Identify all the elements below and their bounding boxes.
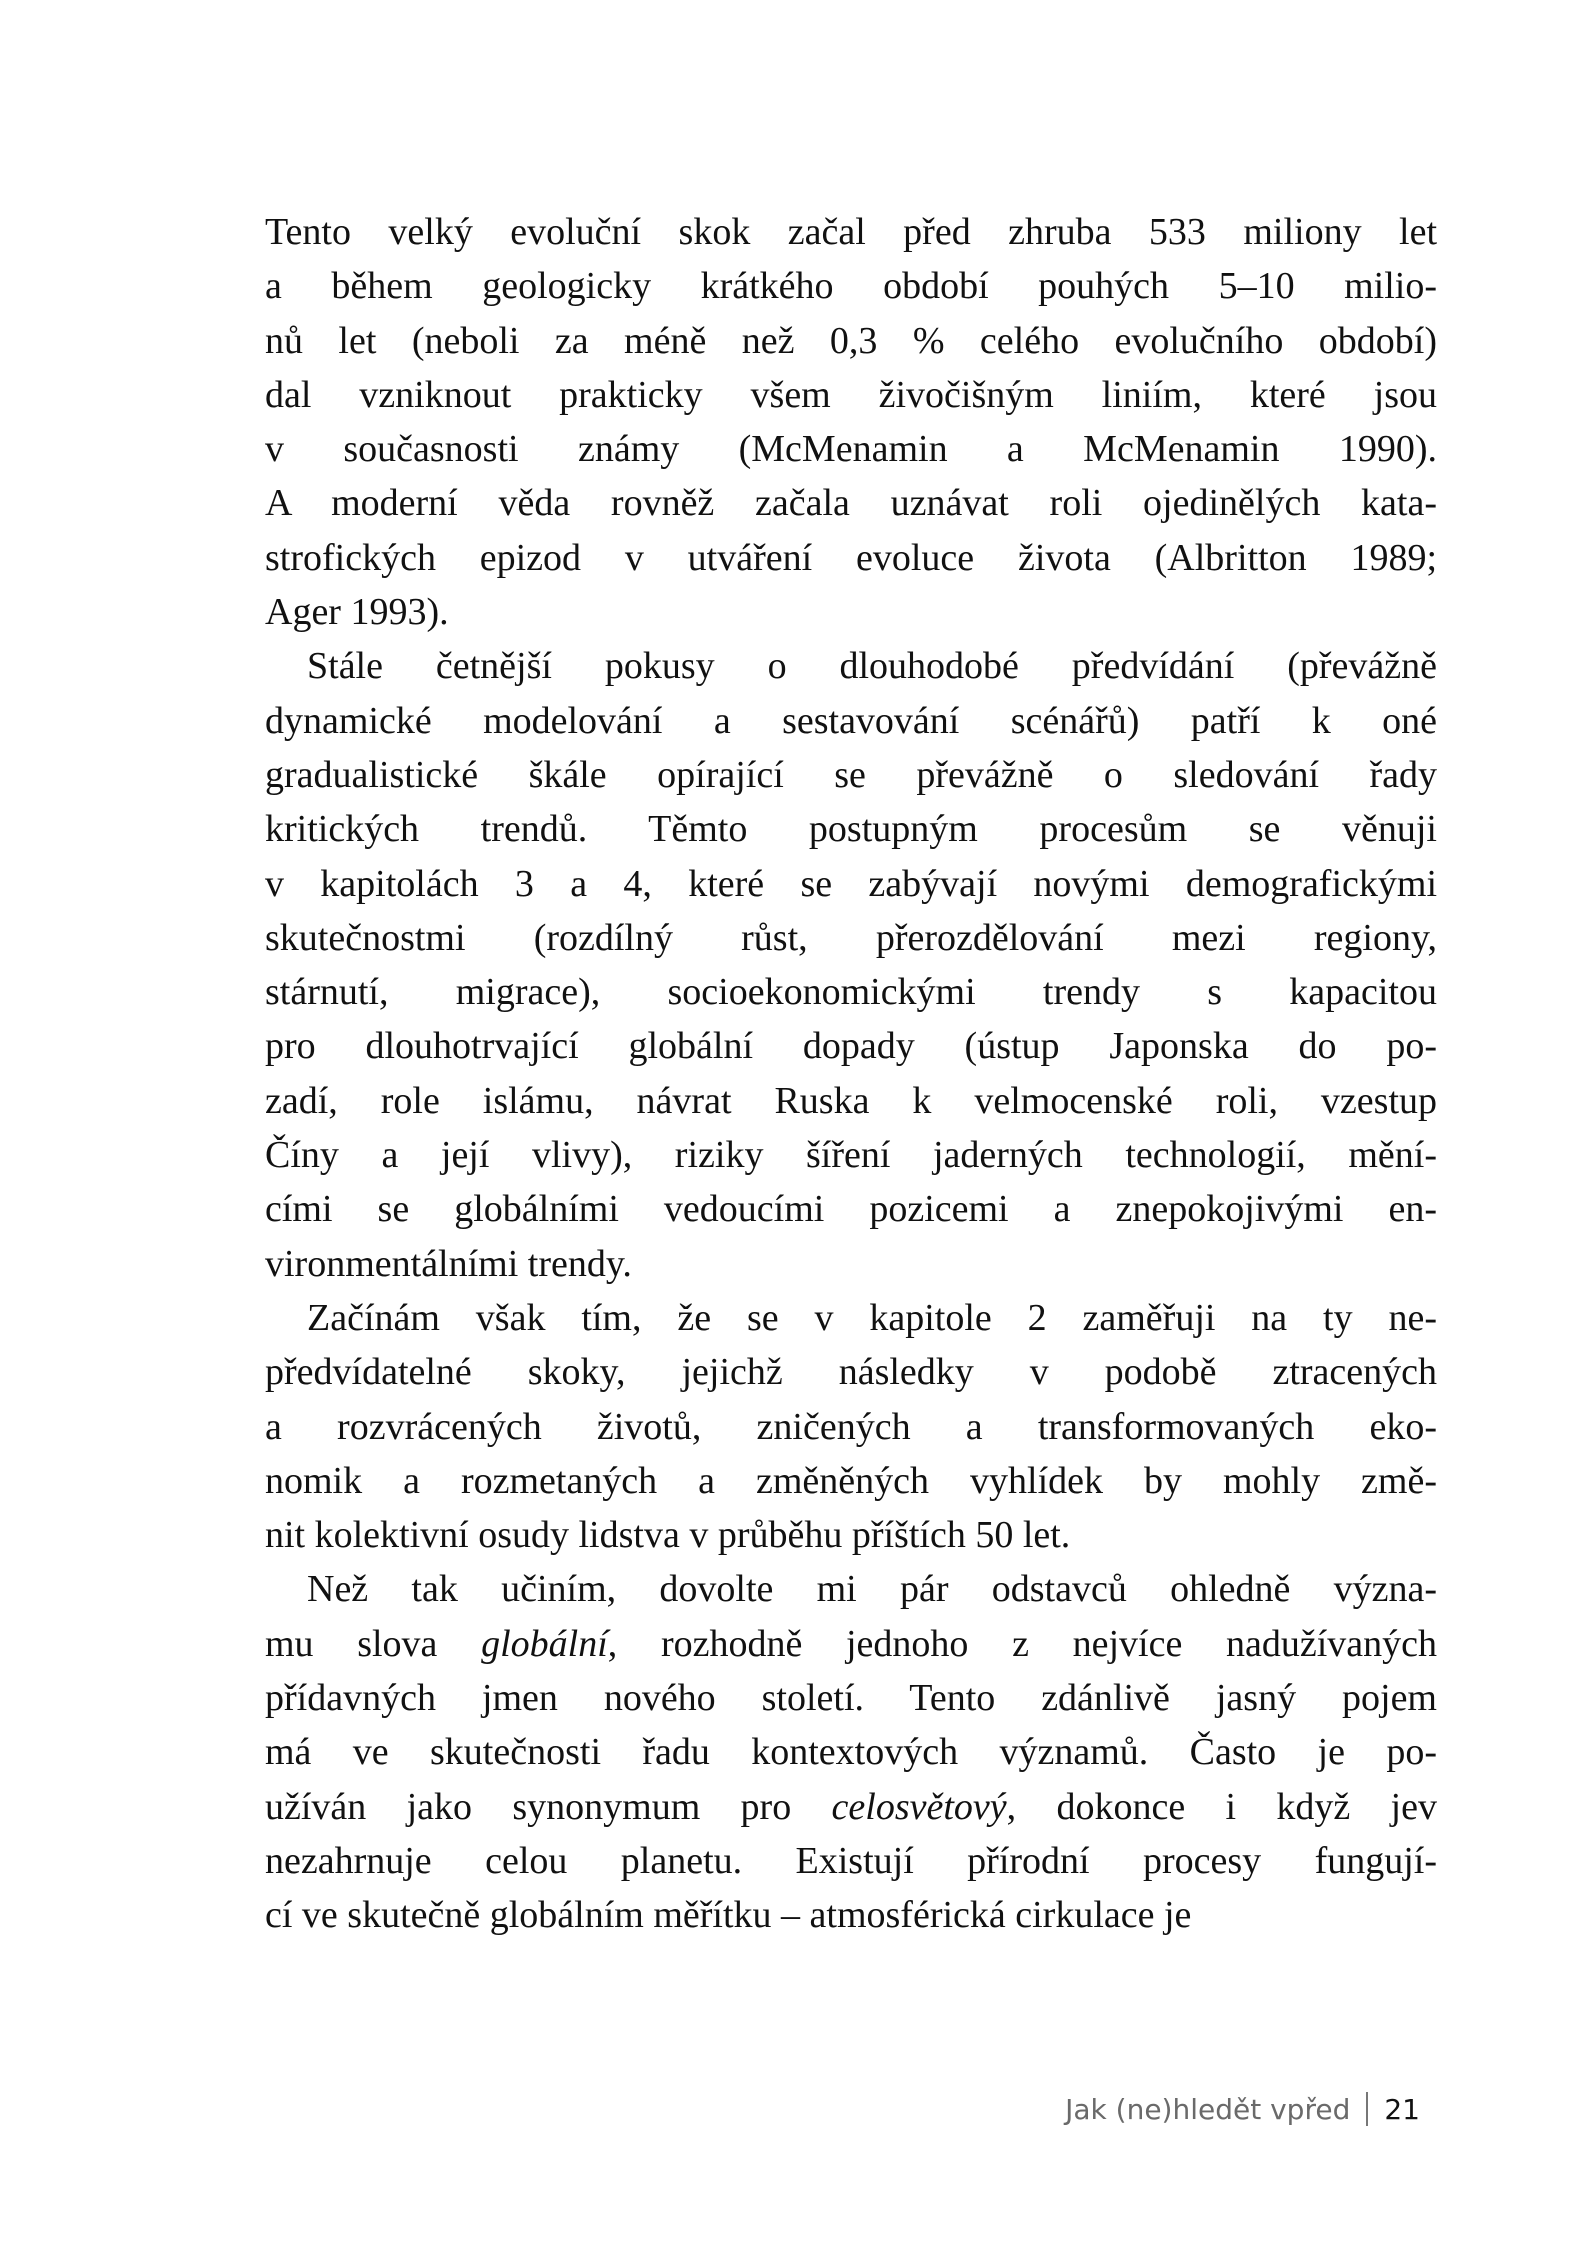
text-segment: cí ve skutečně globálním měřítku – atmosférická cirkulace je — [265, 1894, 1192, 1937]
text-line — [265, 1888, 1437, 1942]
text-line — [265, 1562, 1437, 1616]
text-line — [265, 1291, 1437, 1345]
italic-term: globální — [481, 1622, 608, 1665]
text-segment: a během geologicky krátkého období pouhých 5–10 milio- — [265, 265, 1437, 308]
text-line — [265, 1074, 1437, 1128]
text-segment: nezahrnuje celou planetu. Existují přírodní procesy fungují- — [265, 1839, 1437, 1882]
text-segment: Stále četnější pokusy o dlouhodobé předvídání (převážně — [307, 645, 1437, 688]
text-line — [265, 259, 1437, 313]
paragraph — [265, 639, 1437, 1291]
text-line — [265, 422, 1437, 476]
text-segment: užíván jako synonymum pro — [265, 1785, 832, 1828]
text-line — [265, 205, 1437, 259]
text-segment: přídavných jmen nového století. Tento zdánlivě jasný pojem — [265, 1677, 1437, 1720]
text-line — [265, 1671, 1437, 1725]
text-segment: mu slova — [265, 1622, 482, 1665]
text-line — [265, 1019, 1437, 1073]
page-number: 21 — [1384, 2092, 1420, 2126]
page-footer — [1065, 2092, 1420, 2126]
text-segment: Než tak učiním, dovolte mi pár odstavců ohledně význa- — [307, 1568, 1437, 1611]
running-title: Jak (ne)hledět vpřed — [1065, 2092, 1351, 2126]
text-line — [265, 1780, 1437, 1834]
text-segment: Tento velký evoluční skok začal před zhruba 533 miliony let — [265, 211, 1437, 253]
text-line — [265, 585, 1437, 639]
text-segment: cími se globálními vedoucími pozicemi a znepokojivými en- — [265, 1188, 1437, 1231]
text-line — [265, 1834, 1437, 1888]
text-segment: v současnosti známy (McMenamin a McMenamin 1990). — [265, 428, 1437, 471]
text-line — [265, 1182, 1437, 1236]
text-line — [265, 911, 1437, 965]
paragraph — [265, 1291, 1437, 1562]
text-segment: dal vzniknout prakticky všem živočišným liniím, které jsou — [265, 373, 1437, 416]
paragraph — [265, 1562, 1437, 1942]
text-line — [265, 368, 1437, 422]
text-segment: stárnutí, migrace), socioekonomickými trendy s kapacitou — [265, 971, 1437, 1014]
text-line — [265, 1237, 1437, 1291]
text-segment: Ager 1993). — [265, 591, 449, 634]
paragraph — [265, 205, 1437, 639]
text-segment: A moderní věda rovněž začala uznávat roli ojedinělých kata- — [265, 482, 1437, 525]
text-segment: strofických epizod v utváření evoluce života (Albritton 1989; — [265, 536, 1437, 579]
text-segment: dynamické modelování a sestavování scénářů) patří k oné — [265, 699, 1437, 742]
text-line — [265, 639, 1437, 693]
text-segment: skutečnostmi (rozdílný růst, přerozdělování mezi regiony, — [265, 916, 1437, 959]
text-line — [265, 1617, 1437, 1671]
text-segment: Číny a její vlivy), riziky šíření jaderných technologií, mění- — [265, 1134, 1437, 1177]
text-segment: , rozhodně jednoho z nejvíce nadužívaných — [607, 1622, 1437, 1665]
text-line — [265, 531, 1437, 585]
text-line — [265, 1508, 1437, 1562]
text-line — [265, 476, 1437, 530]
text-segment: vironmentálními trendy. — [265, 1242, 632, 1285]
text-segment: Začínám však tím, že se v kapitole 2 zaměřuji na ty ne- — [307, 1296, 1437, 1339]
text-line — [265, 1400, 1437, 1454]
text-segment: má ve skutečnosti řadu kontextových významů. Často je po- — [265, 1731, 1437, 1774]
text-line — [265, 694, 1437, 748]
text-segment: zadí, role islámu, návrat Ruska k velmocenské roli, vzestup — [265, 1079, 1437, 1122]
text-line — [265, 802, 1437, 856]
text-segment: , dokonce i když jev — [1006, 1785, 1437, 1828]
text-segment: nů let (neboli za méně než 0,3 % celého evolučního období) — [265, 319, 1437, 362]
text-line — [265, 1725, 1437, 1779]
text-line — [265, 1128, 1437, 1182]
footer-separator — [1366, 2092, 1368, 2126]
text-line — [265, 857, 1437, 911]
text-segment: předvídatelné skoky, jejichž následky v podobě ztracených — [265, 1351, 1437, 1394]
text-segment: gradualistické škále opírající se převážně o sledování řady — [265, 753, 1437, 796]
text-segment: kritických trendů. Těmto postupným procesům se věnuji — [265, 808, 1437, 851]
text-line — [265, 314, 1437, 368]
text-line — [265, 1345, 1437, 1399]
text-line — [265, 748, 1437, 802]
text-line — [265, 1454, 1437, 1508]
text-line — [265, 965, 1437, 1019]
text-segment: nit kolektivní osudy lidstva v průběhu příštích 50 let. — [265, 1514, 1071, 1557]
text-segment: v kapitolách 3 a 4, které se zabývají novými demografickými — [265, 862, 1437, 905]
italic-term: celosvětový — [831, 1785, 1007, 1828]
body-text — [265, 205, 1437, 1943]
text-segment: pro dlouhotrvající globální dopady (ústup Japonska do po- — [265, 1025, 1437, 1068]
text-segment: a rozvrácených životů, zničených a transformovaných eko- — [265, 1405, 1437, 1448]
text-segment: nomik a rozmetaných a změněných vyhlídek by mohly změ- — [265, 1459, 1437, 1502]
